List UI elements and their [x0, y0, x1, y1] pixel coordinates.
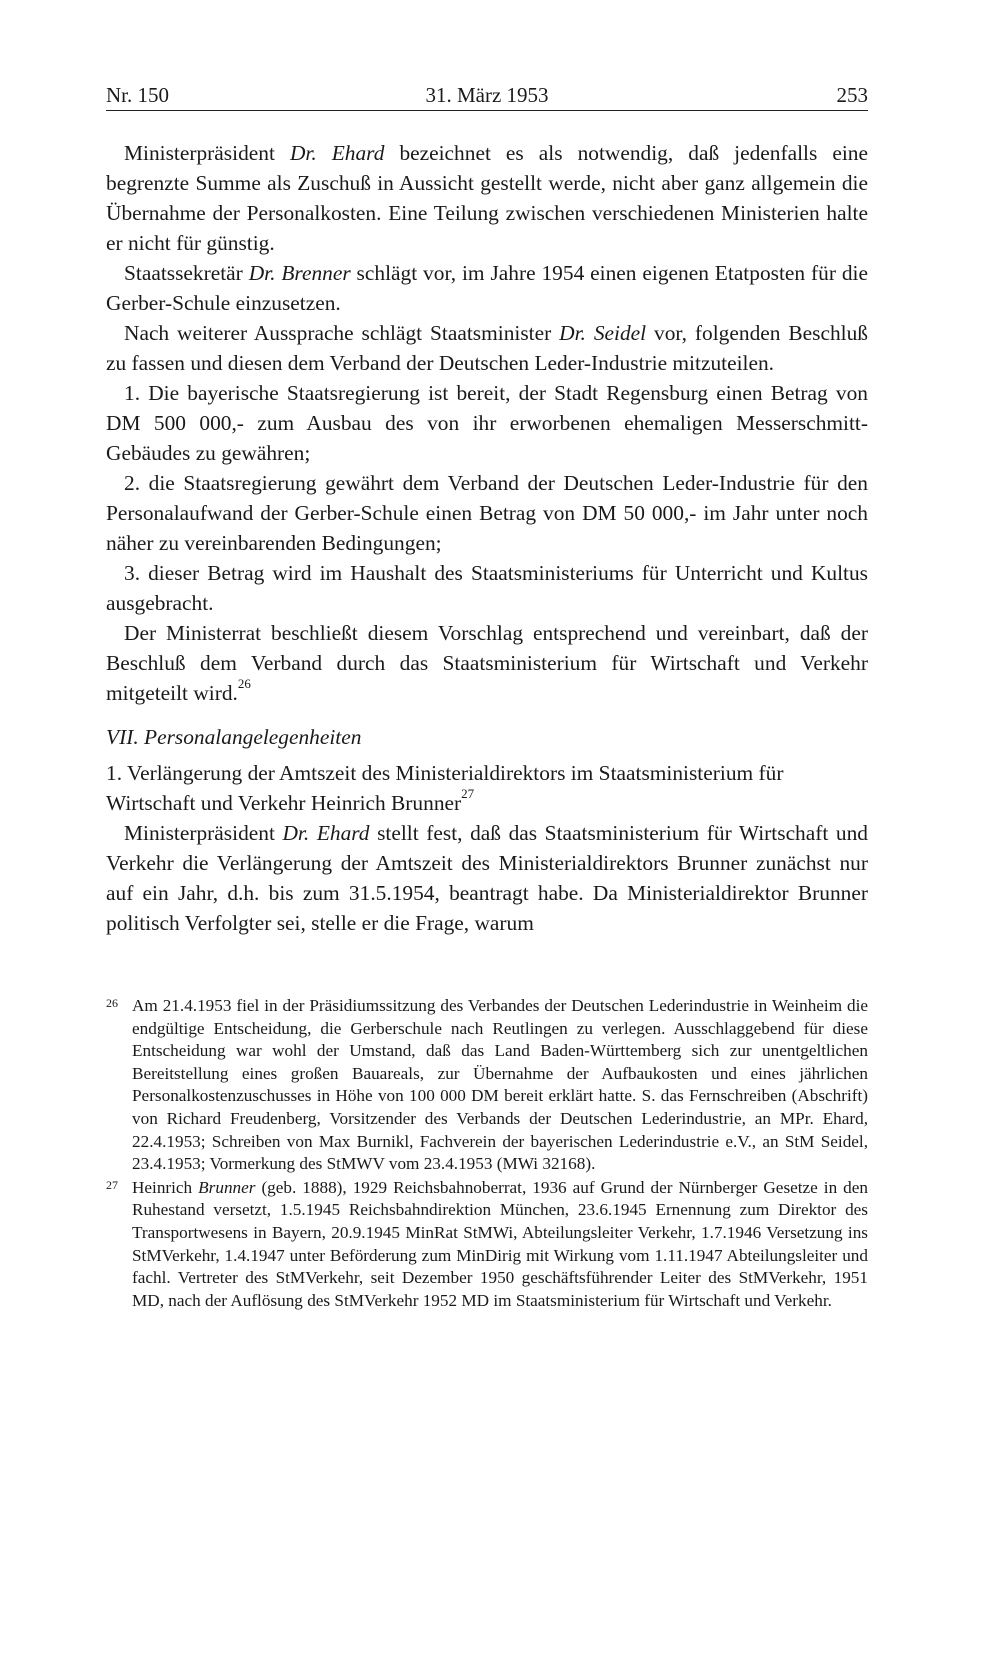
person-name: Brunner	[198, 1177, 256, 1197]
running-header	[106, 80, 868, 110]
header-date: 31. März 1953	[425, 83, 549, 107]
person-name: Dr. Ehard	[289, 141, 385, 165]
agenda-subheading: 1. Verlängerung der Amtszeit des Ministerialdirektors im Staatsministerium für Wirtschaft und Verkehr Heinrich Brunner$^{27}$	[106, 761, 784, 815]
footnote-27: 27 Heinrich Brunner (geb. 1888), 1929 Reichsbahnoberrat, 1936 auf Grund der Nürnberger Gesetze in den Ruhestand versetzt, 1.5.1945 Reichsbahndirektion München, 23.6.1945 Ernennung zum Direktor des Transportwesens in Bayern, 20.9.1945 MinRat StMWi, Abteilungsleiter Verkehr, 1.7.1946 Versetzung ins StMVerkehr, 1.4.1947 unter Beförderung zum MinDirig mit Wirkung vom 1.11.1947 Abteilungsleiter und fachl. Vertreter des StMVerkehr, seit Dezember 1950 geschäftsführender Leiter des StMVerkehr, 1951 MD, nach der Auflösung des StMVerkehr 1952 MD im Staatsministerium für Wirtschaft und Verkehr.	[106, 1177, 868, 1313]
footnote-text: (geb. 1888), 1929 Reichsbahnoberrat, 1936 auf Grund der Nürnberger Gesetze in den Ruhestand versetzt, 1.5.1945 Reichsbahndirektion München, 23.6.1945 Ernennung zum Direktor des Transportwesens in Bayern, 20.9.1945 MinRat StMWi, Abteilungsleiter Verkehr, 1.7.1946 Versetzung ins StMVerkehr, 1.4.1947 unter Beförderung zum MinDirig mit Wirkung vom 1.11.1947 Abteilungsleiter und fachl. Vertreter des StMVerkehr, seit Dezember 1950 geschäftsführender Leiter des StMVerkehr, 1951 MD, nach der Auflösung des StMVerkehr 1952 MD im Staatsministerium für Wirtschaft und Verkehr.	[132, 1177, 868, 1310]
person-name: Dr. Ehard	[282, 821, 370, 845]
footnote-number: 26	[106, 996, 118, 1010]
person-name: Dr. Brenner	[248, 261, 351, 285]
resolution-item-3: 3. dieser Betrag wird im Haushalt des Staatsministeriums für Unterricht und Kultus ausgebracht.	[106, 561, 868, 615]
paragraph-ehard-statement: Ministerpräsident Dr. Ehard bezeichnet es als notwendig, daß jedenfalls eine begrenzte Summe als Zuschuß in Aussicht gestellt werde, nicht aber ganz allgemein die Übernahme der Personalkosten. Eine Teilung zwischen verschiedenen Ministerien halte er nicht für günstig.	[106, 141, 868, 255]
paragraph-seidel-proposal: Nach weiterer Aussprache schlägt Staatsminister Dr. Seidel vor, folgenden Beschluß zu fassen und diesen dem Verband der Deutschen Leder-Industrie mitzuteilen.	[106, 321, 868, 375]
paragraph-council-decision: Der Ministerrat beschließt diesem Vorschlag entsprechend und vereinbart, daß der Beschluß dem Verband durch das Staatsministerium für Wirtschaft und Verkehr mitgeteilt wird.$^{26}$	[106, 621, 868, 705]
footnotes	[106, 995, 868, 1313]
footnote-26	[106, 995, 868, 1176]
footnote-ref-26[interactable]: 26	[237, 676, 251, 691]
resolution-item-2: 2. die Staatsregierung gewährt dem Verband der Deutschen Leder-Industrie für den Personalaufwand der Gerber-Schule einen Betrag von DM 50 000,- im Jahr unter noch näher zu vereinbarenden Bedingungen;	[106, 471, 868, 555]
header-rule	[106, 110, 868, 111]
section-heading: VII. Personalangelegenheiten	[106, 725, 362, 749]
footnote-number: 27	[106, 1177, 118, 1192]
main-text	[106, 138, 868, 938]
paragraph-brenner-proposal: Staatssekretär Dr. Brenner schlägt vor, im Jahre 1954 einen eigenen Etatposten für die Gerber-Schule einzusetzen.	[106, 261, 868, 315]
footnote-ref-27[interactable]: 27	[461, 786, 475, 801]
page-number: 253	[836, 83, 868, 107]
paragraph-ehard-brunner: Ministerpräsident Dr. Ehard stellt fest, daß das Staatsministerium für Wirtschaft und Verkehr die Verlängerung der Amtszeit des Ministerialdirektors Brunner zunächst nur auf ein Jahr, d.h. bis zum 31.5.1954, beantragt habe. Da Ministerialdirektor Brunner politisch Verfolgter sei, stelle er die Frage, warum	[106, 821, 868, 935]
footnote-text: Am 21.4.1953 fiel in der Präsidiumssitzung des Verbandes der Deutschen Lederindustrie in Weinheim die endgültige Entscheidung, die Gerberschule nach Reutlingen zu verlegen. Ausschlaggebend für diese Entscheidung war wohl der Umstand, daß das Land Baden-Württemberg sich zur unentgeltlichen Bereitstellung eines großen Bauareals, zur Übernahme der Aufbaukosten und eines jährlichen Personalkostenzuschusses in Höhe von 100 000 DM bereit erklärt hatte. S. das Fernschreiben (Abschrift) von Richard Freudenberg, Vorsitzender des Verbands der Deutschen Lederindustrie, an MPr. Ehard, 22.4.1953; Schreiben von Max Burnikl, Fachverein der bayerischen Lederindustrie e.V., an StM Seidel, 23.4.1953; Vormerkung des StMWV vom 23.4.1953 (MWi 32168).	[132, 996, 868, 1174]
issue-number: Nr. 150	[106, 83, 169, 107]
person-name: Dr. Seidel	[559, 321, 647, 345]
resolution-item-1: 1. Die bayerische Staatsregierung ist bereit, der Stadt Regensburg einen Betrag von DM 500 000,- zum Ausbau des von ihr erworbenen ehemaligen Messerschmitt-Gebäudes zu gewähren;	[106, 381, 868, 465]
